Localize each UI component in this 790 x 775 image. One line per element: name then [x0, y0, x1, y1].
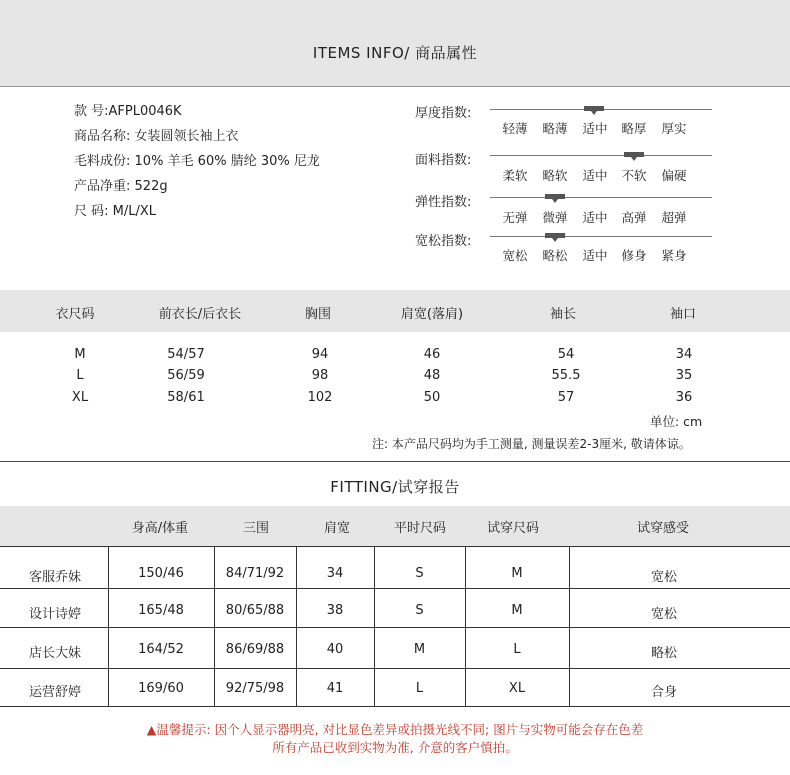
- size-cell: 36: [675, 390, 693, 405]
- scale-option: 适中: [582, 210, 608, 225]
- scale-option: 适中: [582, 168, 608, 183]
- info-value: M/L/XL: [108, 204, 157, 219]
- scale-option: 略厚: [621, 121, 647, 136]
- scale-option: 高弹: [621, 210, 647, 225]
- fitting-cell: 设计诗婷: [28, 607, 81, 622]
- grid-line: [0, 546, 790, 547]
- info-product-name: [74, 125, 239, 144]
- scale-option: 不软: [621, 168, 647, 183]
- size-cell: 54: [557, 347, 575, 362]
- warning-note: ▲温馨提示: 因个人显示器明亮, 对比显色差异或拍摄光线不同; 图片与实物可能会存在色差: [146, 722, 644, 737]
- fitting-header: 肩宽: [323, 521, 350, 536]
- size-cell: 34: [675, 347, 693, 362]
- size-cell: 50: [423, 390, 441, 405]
- fitting-cell: 宽松: [650, 570, 677, 585]
- size-cell: 94: [311, 347, 329, 362]
- info-style-no: [74, 100, 182, 119]
- info-label: 款 号: [74, 104, 105, 119]
- fitting-cell: XL: [508, 681, 526, 696]
- grid-line: [0, 627, 790, 628]
- fitting-cell: 略松: [650, 646, 677, 661]
- size-cell: 55.5: [551, 368, 581, 383]
- divider: [0, 86, 790, 87]
- fitting-cell: 34: [326, 566, 344, 581]
- fitting-cell: 92/75/98: [225, 681, 285, 696]
- info-value: 10% 羊毛 60% 腈纶 30% 尼龙: [130, 154, 320, 169]
- size-cell: 46: [423, 347, 441, 362]
- divider: [0, 461, 790, 462]
- size-cell: 54/57: [167, 347, 205, 362]
- fitting-cell: S: [415, 603, 424, 618]
- scale-option: 宽松: [502, 248, 528, 263]
- scale-option: 厚实: [661, 121, 687, 136]
- size-unit: 单位: cm: [650, 414, 703, 429]
- fitting-cell: 宽松: [650, 607, 677, 622]
- size-header: 胸围: [304, 307, 331, 322]
- fitting-cell: 合身: [650, 685, 677, 700]
- info-value: 522g: [130, 179, 168, 194]
- scale-marker: [624, 152, 644, 157]
- scale-line: [490, 197, 712, 198]
- fitting-header: 身高/体重: [131, 521, 189, 536]
- grid-line: [0, 706, 790, 707]
- size-cell: 102: [307, 390, 333, 405]
- size-header: 袖长: [549, 307, 576, 322]
- fitting-cell: 86/69/88: [225, 642, 285, 657]
- size-header: 衣尺码: [55, 307, 95, 322]
- size-header: 肩宽(落肩): [400, 307, 464, 322]
- info-label: 毛料成份:: [74, 154, 131, 169]
- size-note: 注: 本产品尺码均为手工测量, 测量误差2-3厘米, 敬请体谅。: [372, 437, 691, 451]
- size-header: 袖口: [669, 307, 696, 322]
- info-material: [74, 150, 320, 169]
- scale-option: 柔软: [502, 168, 528, 183]
- size-cell: XL: [71, 390, 89, 405]
- scale-option: 适中: [582, 121, 608, 136]
- fitting-header: 三围: [242, 521, 269, 536]
- info-weight: [74, 175, 168, 194]
- grid-line: [0, 588, 790, 589]
- scale-option: 轻薄: [502, 121, 528, 136]
- scale-option: 略软: [542, 168, 568, 183]
- fitting-cell: L: [415, 681, 424, 696]
- fitting-cell: S: [415, 566, 424, 581]
- fitting-header: 试穿感受: [636, 521, 689, 536]
- info-sizes: [74, 200, 156, 219]
- scale-option: 超弹: [661, 210, 687, 225]
- fitting-cell: 客服乔妹: [28, 570, 81, 585]
- info-value: 女装圆领长袖上衣: [130, 129, 239, 144]
- scale-marker: [584, 106, 604, 111]
- scale-option: 紧身: [661, 248, 687, 263]
- scale-label: 宽松指数:: [415, 234, 472, 249]
- scale-option: 略松: [542, 248, 568, 263]
- info-value: :AFPL0046K: [104, 104, 182, 119]
- scale-label: 面料指数:: [415, 153, 472, 168]
- scale-option: 微弹: [542, 210, 568, 225]
- scale-option: 偏硬: [661, 168, 687, 183]
- fitting-cell: L: [513, 642, 521, 657]
- fitting-cell: 164/52: [138, 642, 184, 657]
- size-cell: 58/61: [167, 390, 205, 405]
- fitting-header: 试穿尺码: [486, 521, 539, 536]
- fitting-cell: 169/60: [138, 681, 184, 696]
- info-label: 产品净重:: [74, 179, 131, 194]
- page-title: ITEMS INFO/ 商品属性: [312, 44, 478, 62]
- scale-line: [490, 236, 712, 237]
- fitting-cell: 38: [326, 603, 344, 618]
- size-cell: 35: [675, 368, 693, 383]
- fitting-cell: 店长大妹: [28, 646, 81, 661]
- scale-option: 略薄: [542, 121, 568, 136]
- size-cell: M: [74, 347, 86, 362]
- fitting-cell: 40: [326, 642, 344, 657]
- size-cell: 57: [557, 390, 575, 405]
- fitting-cell: M: [511, 603, 523, 618]
- scale-label: 弹性指数:: [415, 195, 472, 210]
- fitting-cell: 运营舒婷: [28, 685, 81, 700]
- info-label: 尺 码:: [74, 204, 109, 219]
- info-label: 商品名称:: [74, 129, 131, 144]
- scale-option: 修身: [621, 248, 647, 263]
- grid-line: [0, 668, 790, 669]
- size-header: 前衣长/后衣长: [158, 307, 242, 322]
- fitting-cell: 41: [326, 681, 344, 696]
- fitting-cell: M: [413, 642, 426, 657]
- fitting-cell: M: [511, 566, 523, 581]
- fitting-header: 平时尺码: [393, 521, 446, 536]
- size-cell: 48: [423, 368, 441, 383]
- size-cell: 98: [311, 368, 329, 383]
- fitting-cell: 80/65/88: [225, 603, 285, 618]
- fitting-cell: 150/46: [138, 566, 184, 581]
- scale-option: 适中: [582, 248, 608, 263]
- scale-option: 无弹: [502, 210, 528, 225]
- size-cell: L: [76, 368, 84, 383]
- fitting-title: FITTING/试穿报告: [330, 478, 460, 496]
- fitting-cell: 165/48: [138, 603, 184, 618]
- warning-note-line2: 所有产品已收到实物为准, 介意的客户慎拍。: [272, 740, 518, 755]
- scale-label: 厚度指数:: [415, 106, 472, 121]
- size-cell: 56/59: [167, 368, 205, 383]
- scale-line: [490, 155, 712, 156]
- scale-marker: [545, 233, 565, 238]
- fitting-cell: 84/71/92: [225, 566, 285, 581]
- scale-marker: [545, 194, 565, 199]
